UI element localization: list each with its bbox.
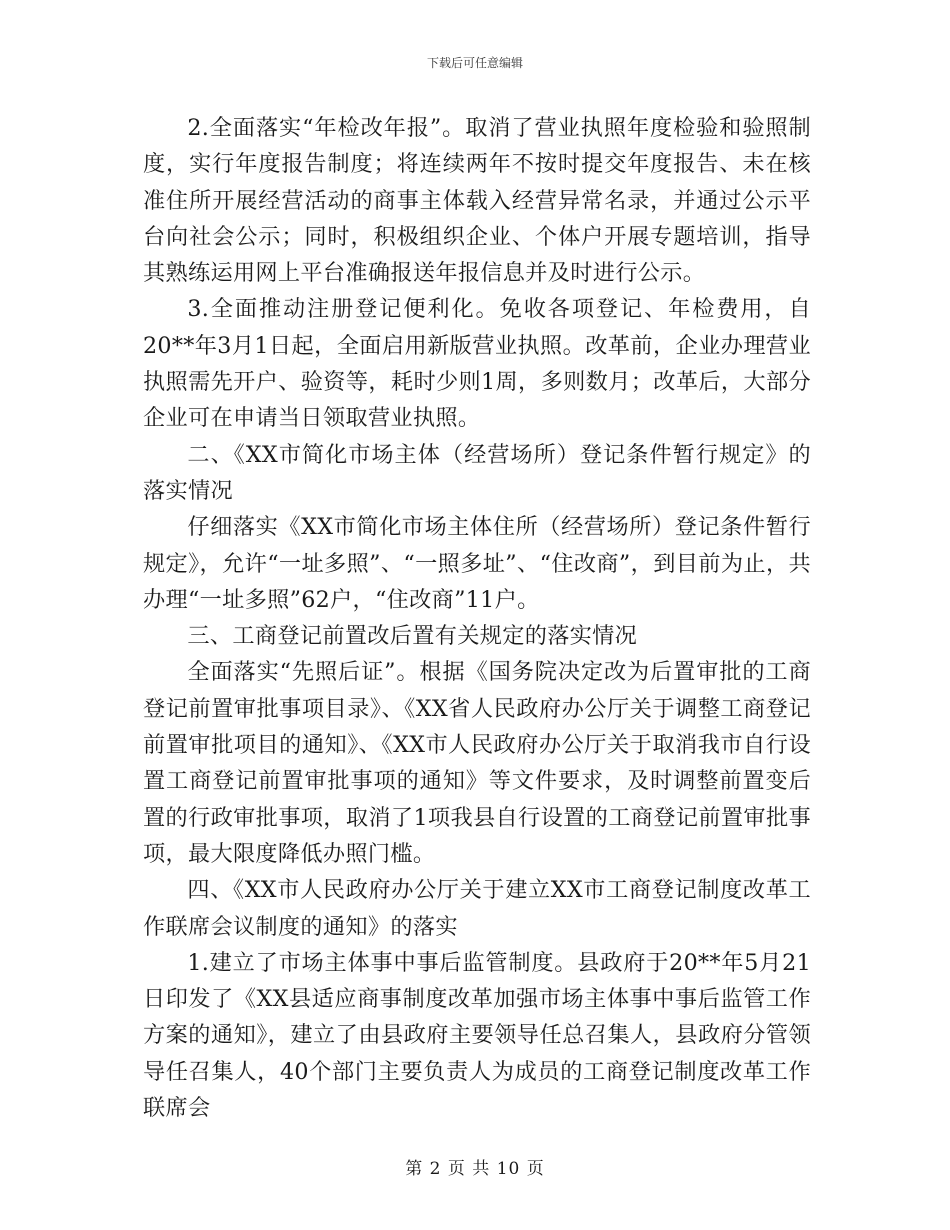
- paragraph-address-registration: 仔细落实《XX市简化市场主体住所（经营场所）登记条件暂行规定》，允许“一址多照”、“一照多址”、“住改商”，到目前为止，共办理“一址多照”62户，“住改商”11户。: [143, 514, 811, 613]
- section-heading-3: 三、工商登记前置改后置有关规定的落实情况: [187, 623, 638, 650]
- document-body: [143, 110, 811, 1126]
- paragraph-annual-report: 2.全面落实“年检改年报”。取消了营业执照年度检验和验照制度，实行年度报告制度；将连续两年不按时提交年度报告、未在核准住所开展经营活动的商事主体载入经营异常名录，并通过公示平台向社会公示；同时，积极组织企业、个体户开展专题培训，指导其熟练运用网上平台准确报送年报信息并及时进行公示。: [143, 115, 811, 287]
- section-heading-4: 四、《XX市人民政府办公厅关于建立XX市工商登记制度改革工作联席会议制度的通知》的落实: [143, 877, 811, 940]
- paragraph-license-first: 全面落实“先照后证”。根据《国务院决定改为后置审批的工商登记前置审批事项目录》、《XX省人民政府办公厅关于调整工商登记前置审批项目的通知》、《XX市人民政府办公厅关于取消我市自行设置工商登记前置审批事项的通知》等文件要求，及时调整前置变后置的行政审批事项，取消了1项我县自行设置的工商登记前置审批事项，最大限度降低办照门槛。: [143, 659, 811, 867]
- section-heading-2: 二、《XX市简化市场主体（经营场所）登记条件暂行规定》的落实情况: [143, 441, 811, 504]
- paragraph-registration-convenience: 3.全面推动注册登记便利化。免收各项登记、年检费用，自20**年3月1日起，全面启用新版营业执照。改革前，企业办理营业执照需先开户、验资等，耗时少则1周，多则数月；改革后，大部分企业可在申请当日领取营业执照。: [143, 296, 811, 432]
- page-header: 下载后可任意编辑: [426, 56, 523, 70]
- page-number: 第 2 页 共 10 页: [405, 1159, 545, 1179]
- paragraph-supervision-system: 1.建立了市场主体事中事后监管制度。县政府于20**年5月21日印发了《XX县适应商事制度改革加强市场主体事中事后监管工作方案的通知》，建立了由县政府主要领导任总召集人，县政府分管领导任召集人，40个部门主要负责人为成员的工商登记制度改革工作联席会: [143, 949, 811, 1122]
